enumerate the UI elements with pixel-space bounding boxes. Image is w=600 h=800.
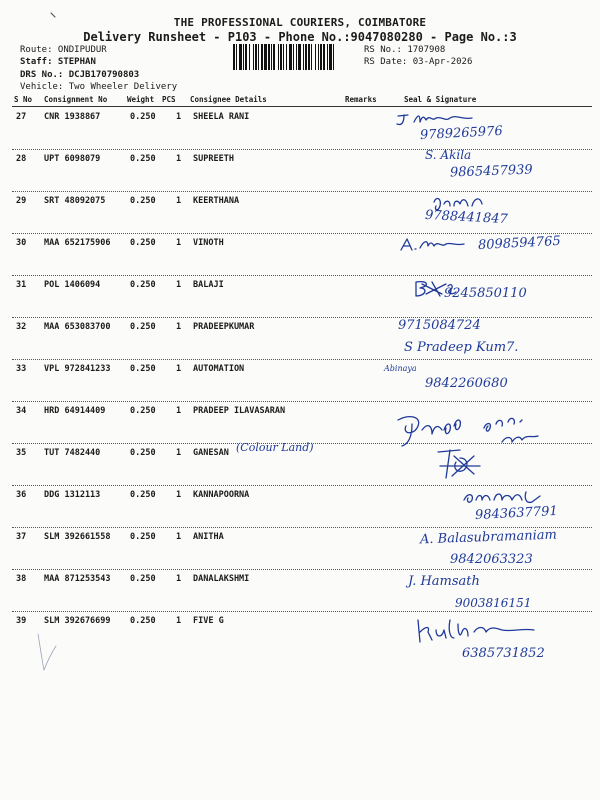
row-pcs: 1 (176, 280, 182, 290)
stray-pen-mark (34, 630, 64, 674)
barcode-bar (320, 44, 322, 70)
row-weight: 0.250 (130, 154, 156, 164)
row-consignee: SHEELA RANI (193, 112, 250, 122)
barcode-bar (283, 44, 284, 70)
barcode-bar (249, 44, 250, 70)
row-weight: 0.250 (130, 616, 156, 626)
row-consignee: KANNAPOORNA (193, 490, 250, 500)
row-sno: 28 (16, 154, 27, 164)
handwritten-signer-28: S. Akila (425, 148, 472, 162)
signature-30 (398, 236, 470, 254)
barcode-bar (245, 44, 247, 70)
row-consignee: FIVE G (193, 616, 224, 626)
row-sno: 33 (16, 364, 27, 374)
row-pcs: 1 (176, 448, 182, 458)
barcode-bar (258, 44, 259, 70)
row-weight: 0.250 (130, 238, 156, 248)
handwritten-phone-28: 9865457939 (449, 162, 533, 181)
handwritten-phone-33: 9842260680 (425, 376, 508, 391)
signature-35 (430, 446, 490, 482)
barcode-bar (303, 44, 304, 70)
barcode-bar (323, 44, 325, 70)
row-consignment: SRT 48092075 (44, 196, 106, 206)
row-sno: 29 (16, 196, 27, 206)
barcode-bar (243, 44, 244, 70)
row-consignment: POL 1406094 (44, 280, 101, 290)
barcode-bar (327, 44, 328, 70)
barcode-bar (239, 44, 242, 70)
row-pcs: 1 (176, 196, 182, 206)
row-pcs: 1 (176, 532, 182, 542)
row-weight: 0.250 (130, 112, 156, 122)
row-pcs: 1 (176, 322, 182, 332)
row-weight: 0.250 (130, 322, 156, 332)
row-consignment: MAA 652175906 (44, 238, 111, 248)
row-consignment: VPL 972841233 (44, 364, 111, 374)
col-consignment: Consignment No (44, 95, 108, 104)
row-consignment: HRD 64914409 (44, 406, 106, 416)
row-consignee: PRADEEP ILAVASARAN (193, 406, 286, 416)
handwritten-phone-36: 9843637791 (474, 503, 559, 524)
row-sno: 36 (16, 490, 27, 500)
signature-39 (412, 616, 552, 646)
row-weight: 0.250 (130, 364, 156, 374)
barcode-bar (255, 44, 257, 70)
route-label: Route: ONDIPUDUR (20, 45, 107, 55)
row-pcs: 1 (176, 364, 182, 374)
table-row (0, 108, 600, 150)
header-divider (12, 106, 592, 107)
row-weight: 0.250 (130, 490, 156, 500)
row-pcs: 1 (176, 490, 182, 500)
row-consignee: KEERTHANA (193, 196, 240, 206)
rs-date: RS Date: 03-Apr-2026 (364, 57, 473, 67)
row-consignment: SLM 392676699 (44, 616, 111, 626)
company-name: THE PROFESSIONAL COURIERS, COIMBATORE (173, 16, 427, 29)
row-pcs: 1 (176, 154, 182, 164)
handwritten-signer-32: S Pradeep Kum7. (404, 340, 519, 355)
handwritten-signer-33: Abinaya (384, 364, 417, 373)
row-consignment: CNR 1938867 (44, 112, 101, 122)
barcode-bar (315, 44, 316, 70)
col-sno: S No (14, 95, 33, 104)
barcode-bar (296, 44, 297, 70)
row-consignment: UPT 6098079 (44, 154, 101, 164)
row-pcs: 1 (176, 616, 182, 626)
row-pcs: 1 (176, 112, 182, 122)
barcode-bar (298, 44, 301, 70)
rs-number: RS No.: 1707908 (364, 45, 446, 55)
row-sno: 39 (16, 616, 27, 626)
col-weight: Weight (127, 95, 155, 104)
row-consignment: MAA 871253543 (44, 574, 111, 584)
row-consignee: SUPREETH (193, 154, 234, 164)
row-consignee: GANESAN (193, 448, 229, 458)
col-pcs: PCS (162, 95, 176, 104)
row-consignment: MAA 653083700 (44, 322, 111, 332)
stray-mark-top (48, 10, 60, 20)
row-consignee: AUTOMATION (193, 364, 245, 374)
handwritten-phone-32: 9715084724 (398, 318, 481, 333)
handwritten-signer-37: A. Balasubramaniam (419, 527, 558, 548)
barcode-bar (305, 44, 307, 70)
row-sno: 32 (16, 322, 27, 332)
handwritten-phone-39: 6385731852 (462, 646, 545, 661)
handwritten-note-35: (Colour Land) (236, 441, 314, 454)
row-weight: 0.250 (130, 448, 156, 458)
row-consignee: VINOTH (193, 238, 224, 248)
row-sno: 31 (16, 280, 27, 290)
handwritten-phone-38: 9003816151 (455, 596, 532, 610)
row-weight: 0.250 (130, 196, 156, 206)
barcode-bar (318, 44, 319, 70)
barcode-bar (308, 44, 310, 70)
barcode-bar (236, 44, 237, 70)
barcode (233, 44, 360, 70)
handwritten-phone-30: 8098594765 (477, 233, 562, 254)
row-consignment: SLM 392661558 (44, 532, 111, 542)
vehicle-label: Vehicle: Two Wheeler Delivery (20, 82, 178, 92)
table-row (0, 360, 600, 402)
row-pcs: 1 (176, 406, 182, 416)
row-consignee: BALAJI (193, 280, 224, 290)
row-sno: 34 (16, 406, 27, 416)
handwritten-phone-27: 9789265976 (419, 123, 504, 144)
handwritten-phone-31: 9245850110 (444, 286, 527, 301)
row-weight: 0.250 (130, 280, 156, 290)
barcode-bar (271, 44, 272, 70)
row-sno: 27 (16, 112, 27, 122)
row-consignment: TUT 7482440 (44, 448, 101, 458)
barcode-bar (333, 44, 334, 70)
col-remarks: Remarks (345, 95, 377, 104)
barcode-bar (293, 44, 294, 70)
row-consignee: ANITHA (193, 532, 224, 542)
row-consignment: DDG 1312113 (44, 490, 101, 500)
row-pcs: 1 (176, 238, 182, 248)
barcode-bar (280, 44, 282, 70)
table-row (0, 192, 600, 234)
barcode-bar (311, 44, 312, 70)
row-sno: 37 (16, 532, 27, 542)
barcode-bar (286, 44, 287, 70)
row-weight: 0.250 (130, 406, 156, 416)
row-weight: 0.250 (130, 574, 156, 584)
barcode-bar (289, 44, 292, 70)
row-sno: 35 (16, 448, 27, 458)
row-sno: 38 (16, 574, 27, 584)
handwritten-phone-37: 9842063323 (450, 552, 533, 567)
row-consignee: DANALAKSHMI (193, 574, 250, 584)
row-consignee: PRADEEPKUMAR (193, 322, 255, 332)
barcode-bar (261, 44, 263, 70)
handwritten-signer-38: J. Hamsath (408, 574, 480, 589)
barcode-bar (273, 44, 275, 70)
row-pcs: 1 (176, 574, 182, 584)
row-weight: 0.250 (130, 532, 156, 542)
col-consignee: Consignee Details (190, 95, 267, 104)
barcode-bar (329, 44, 332, 70)
barcode-bar (253, 44, 254, 70)
row-sno: 30 (16, 238, 27, 248)
barcode-bar (233, 44, 235, 70)
barcode-bar (268, 44, 270, 70)
col-seal-signature: Seal & Signature (404, 95, 477, 104)
handwritten-phone-29: 9788441847 (424, 207, 509, 228)
drs-number: DRS No.: DCJB170790803 (20, 70, 140, 80)
runsheet-title: Delivery Runsheet - P103 - Phone No.:9047080280 - Page No.:3 (83, 30, 517, 44)
staff-label: Staff: STEPHAN (20, 57, 96, 67)
barcode-bar (264, 44, 267, 70)
barcode-bar (278, 44, 279, 70)
